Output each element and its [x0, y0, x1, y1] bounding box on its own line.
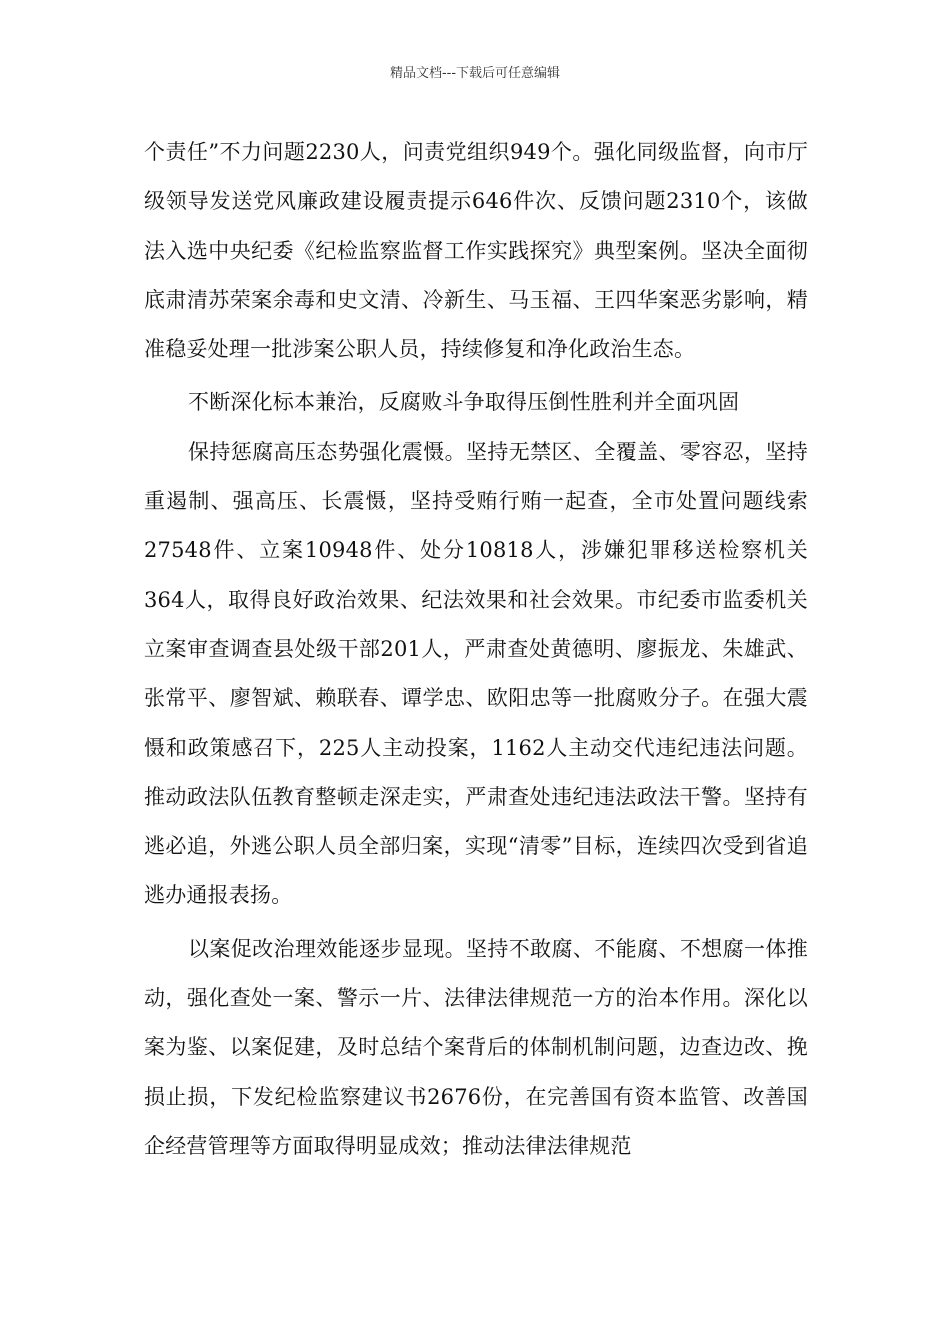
document-body [144, 128, 808, 1171]
paragraph-case-reform: 以案促改治理效能逐步显现。坚持不敢腐、不能腐、不想腐一体推动，强化查处一案、警示一片、法律法律规范一方的治本作用。深化以案为鉴、以案促建，及时总结个案背后的体制机制问题，边查边改、挽损止损，下发纪检监察建议书2676份，在完善国有资本监管、改善国企经营管理等方面取得明显成效；推动法律法律规范 [144, 936, 808, 1158]
paragraph-continuation: 个责任”不力问题2230人，问责党组织949个。强化同级监督，向市厅级领导发送党风廉政建设履责提示646件次、反馈问题2310个，该做法入选中央纪委《纪检监察监督工作实践探究》典型案例。坚决全面彻底肃清苏荣案余毒和史文清、冷新生、马玉福、王四华案恶劣影响，精准稳妥处理一批涉案公职人员，持续修复和净化政治生态。 [144, 140, 808, 362]
section-heading: 不断深化标本兼治，反腐败斗争取得压倒性胜利并全面巩固 [188, 390, 740, 415]
paragraph-deterrence: 保持惩腐高压态势强化震慑。坚持无禁区、全覆盖、零容忍，坚持重遏制、强高压、长震慑，坚持受贿行贿一起查，全市处置问题线索27548件、立案10948件、处分10818人，涉嫌犯罪移送检察机关364人，取得良好政治效果、纪法效果和社会效果。市纪委市监委机关立案审查调查县处级干部201人，严肃查处黄德明、廖振龙、朱雄武、张常平、廖智斌、赖联春、谭学忠、欧阳忠等一批腐败分子。在强大震慑和政策感召下，225人主动投案，1162人主动交代违纪违法问题。推动政法队伍教育整顿走深走实，严肃查处违纪违法政法干警。坚持有逃必追，外逃公职人员全部归案，实现“清零”目标，连续四次受到省追逃办通报表扬。 [144, 439, 808, 908]
page-header: 精品文档---下载后可任意编辑 [389, 66, 561, 81]
